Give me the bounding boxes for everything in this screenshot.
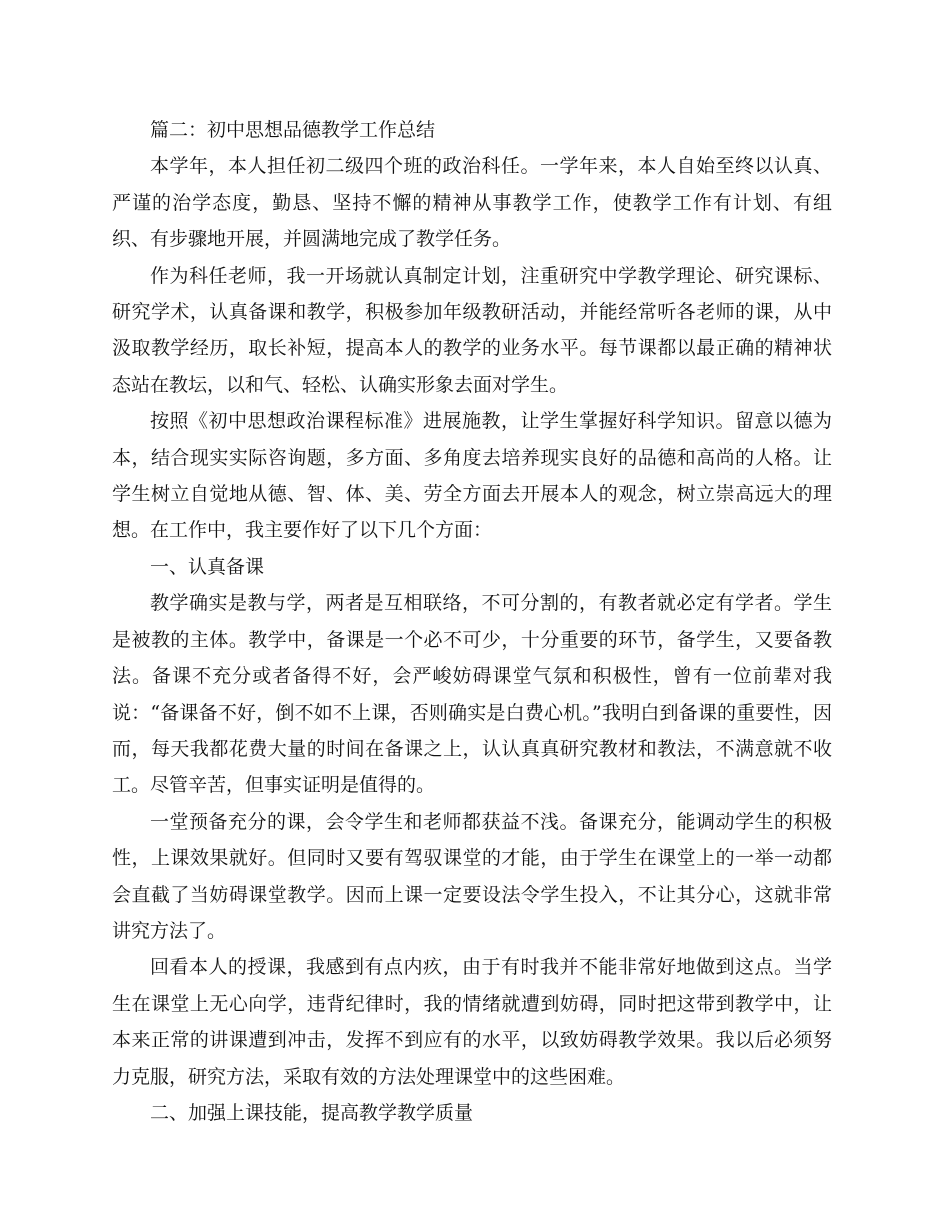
paragraph-reflection: 回看本人的授课，我感到有点内疚，由于有时我并不能非常好地做到这点。当学生在课堂上无心向学，违背纪律时，我的情绪就遭到妨碍，同时把这带到教学中，让本来正常的讲课遭到冲击，发挥不到应有的水平，以致妨碍教学效果。我以后必须努力克服，研究方法，采取有效的方法处理课堂中的这些困难。 bbox=[112, 956, 832, 1088]
paragraph-lesson-prep: 教学确实是教与学，两者是互相联络，不可分割的，有教者就必定有学者。学生是被教的主体。教学中，备课是一个必不可少，十分重要的环节，备学生，又要备教法。备课不充分或者备得不好，会严峻妨碍课堂气氛和积极性，曾有一位前辈对我说：“备课备不好，倒不如不上课，否则确实是白费心机。”我明白到备课的重要性，因而，每天我都花费大量的时间在备课之上，认认真真研究教材和教法，不满意就不收工。尽管辛苦，但事实证明是值得的。 bbox=[112, 592, 832, 797]
section-title: 篇二：初中思想品德教学工作总结 bbox=[150, 119, 436, 141]
heading-teaching-skills: 二、加强上课技能，提高教学教学质量 bbox=[150, 1101, 474, 1124]
heading-lesson-prep: 一、认真备课 bbox=[150, 555, 265, 578]
paragraph-prepared-class: 一堂预备充分的课，会令学生和老师都获益不浅。备课充分，能调动学生的积极性，上课效果就好。但同时又要有驾驭课堂的才能，由于学生在课堂上的一举一动都会直截了当妨碍课堂教学。因而上课一定要设法令学生投入，不让其分心，这就非常讲究方法了。 bbox=[112, 810, 832, 942]
document-body bbox=[112, 112, 832, 1131]
paragraph-intro: 本学年，本人担任初二级四个班的政治科任。一学年来，本人自始至终以认真、严谨的治学态度，勤恳、坚持不懈的精神从事教学工作，使教学工作有计划、有组织、有步骤地开展，并圆满地完成了教学任务。 bbox=[112, 155, 832, 251]
paragraph-planning: 作为科任老师，我一开场就认真制定计划，注重研究中学教学理论、研究课标、研究学术，认真备课和教学，积极参加年级教研活动，并能经常听各老师的课，从中汲取教学经历，取长补短，提高本人的教学的业务水平。每节课都以最正确的精神状态站在教坛，以和气、轻松、认确实形象去面对学生。 bbox=[112, 264, 832, 396]
paragraph-standards: 按照《初中思想政治课程标准》进展施教，让学生掌握好科学知识。留意以德为本，结合现实实际咨询题，多方面、多角度去培养现实良好的品德和高尚的人格。让学生树立自觉地从德、智、体、美、劳全方面去开展本人的观念，树立崇高远大的理想。在工作中，我主要作好了以下几个方面： bbox=[112, 410, 832, 542]
